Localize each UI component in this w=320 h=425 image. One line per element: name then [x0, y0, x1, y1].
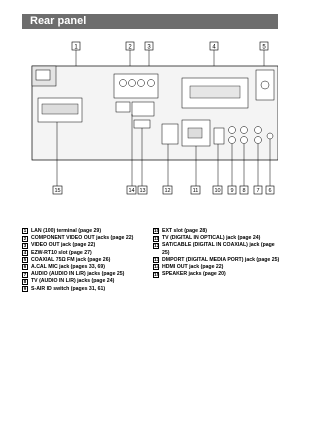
callout-13-label: 13: [139, 188, 146, 194]
legend-text: HDMI OUT jack (page 22): [162, 264, 224, 271]
callout-10-label: 10: [214, 188, 221, 194]
legend-item: [22, 271, 150, 278]
callout-15: [53, 186, 62, 194]
callout-9: [228, 186, 236, 194]
legend-item: [22, 242, 150, 249]
callout-5-label: 5: [262, 44, 266, 51]
legend-text: LAN (100) terminal (page 29): [31, 228, 102, 234]
legend-number: 1: [23, 229, 27, 235]
legend-item: [153, 228, 281, 235]
legend-text: TV (AUDIO IN L/R) jacks (page 24): [31, 278, 115, 285]
callout-6: [266, 186, 274, 194]
legend-item: [153, 271, 281, 278]
legend-text: S-AIR ID switch (pages 31, 61): [31, 285, 106, 292]
callout-14-label: 14: [128, 188, 135, 194]
callout-15-label: 15: [54, 188, 61, 194]
callout-3: [145, 42, 153, 51]
legend-item: [153, 235, 281, 242]
legend-item: [22, 278, 150, 285]
legend-text: A.CAL MIC jack (pages 33, 69): [31, 264, 105, 271]
callout-11: [191, 186, 200, 194]
legend-number: 7: [23, 272, 27, 278]
legend-number: 12: [154, 243, 160, 249]
legend-left-column: [22, 228, 150, 293]
callout-12: [163, 186, 172, 194]
legend-number: 8: [23, 279, 27, 285]
legend-item: [153, 242, 281, 256]
callout-6-label: 6: [268, 188, 272, 194]
legend-text: COMPONENT VIDEO OUT jacks (page 22): [31, 235, 134, 242]
legend-item: [153, 264, 281, 271]
legend-number: 14: [154, 265, 160, 271]
legend-right-column: [153, 228, 281, 278]
callout-11-label: 11: [192, 188, 199, 194]
legend-item: [22, 257, 150, 264]
callout-2-label: 2: [128, 44, 132, 51]
legend-text: SPEAKER jacks (page 20): [162, 271, 226, 278]
callout-14: [127, 186, 136, 194]
legend-item: [22, 235, 150, 242]
callout-8: [240, 186, 248, 194]
legend-number: 11: [154, 236, 160, 242]
legend-number: 3: [23, 243, 27, 249]
legend-number: 9: [23, 287, 27, 293]
callout-10: [213, 186, 222, 194]
callout-4: [210, 42, 218, 51]
callout-9-label: 9: [230, 188, 234, 194]
legend-item: [153, 257, 281, 264]
callout-5: [260, 42, 268, 51]
legend-item: [22, 264, 150, 271]
callout-3-label: 3: [147, 44, 151, 51]
legend-text: TV (DIGITAL IN OPTICAL) jack (page 24): [162, 235, 261, 242]
legend-text: EZW-RT10 slot (page 27): [31, 249, 92, 256]
legend-number: 2: [23, 236, 27, 242]
callout-2: [126, 42, 134, 51]
legend-number: 6: [23, 265, 27, 271]
legend-number: 4: [23, 251, 27, 256]
legend-number: 5: [23, 258, 27, 264]
legend-item: [22, 286, 150, 293]
legend-text: COAXIAL 75Ω FM jack (page 26): [31, 256, 111, 263]
legend-text: DMPORT (DIGITAL MEDIA PORT) jack (page 25): [162, 256, 280, 263]
legend-item: [22, 228, 150, 235]
callout-1: [72, 42, 80, 51]
legend-item: [22, 250, 150, 257]
legend-number: 15: [154, 272, 160, 278]
callout-7: [254, 186, 262, 194]
panel-body: [32, 66, 278, 160]
legend-text: VIDEO OUT jack (page 22): [31, 242, 96, 249]
callout-13: [138, 186, 147, 194]
callout-1-label: 1: [74, 44, 78, 51]
legend-text: EXT slot (page 28): [162, 228, 207, 234]
legend-number: 10: [154, 229, 160, 235]
rear-panel-diagram: [22, 40, 278, 220]
legend-number: 13: [154, 258, 160, 264]
callout-7-label: 7: [256, 188, 260, 194]
callout-8-label: 8: [242, 188, 246, 194]
section-title: Rear panel: [30, 15, 87, 27]
callout-12-label: 12: [164, 188, 171, 194]
callout-4-label: 4: [212, 44, 216, 51]
legend-text: SAT/CABLE (DIGITAL IN COAXIAL) jack (page 25): [162, 242, 275, 256]
legend-text: AUDIO (AUDIO IN L/R) jacks (page 25): [31, 271, 125, 278]
